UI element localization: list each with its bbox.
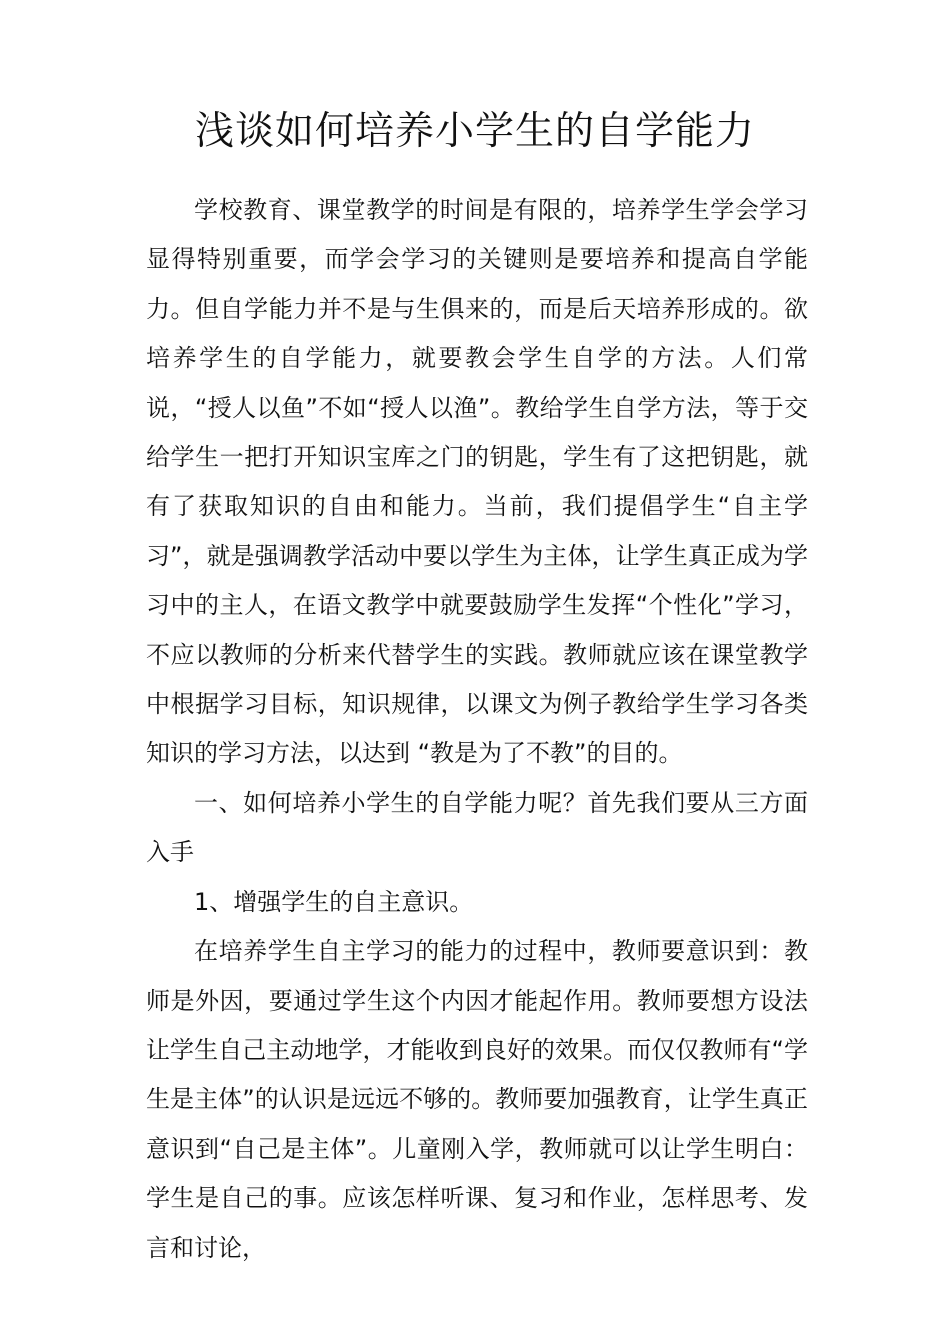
paragraph-subheading: 1、增强学生的自主意识。: [194, 887, 474, 916]
paragraph-body: 在培养学生自主学习的能力的过程中，教师要意识到：教师是外因，要通过学生这个内因才能起作用。教师要想方设法让学生自己主动地学，才能收到良好的效果。而仅仅教师有“学生是主体”的认识是远远不够的。教师要加强教育，让学生真正意识到“自己是主体”。儿童刚入学，教师就可以让学生明白：学生是自己的事。应该怎样听课、复习和作业，怎样思考、发言和讨论，: [146, 937, 808, 1262]
paragraph-intro: 学校教育、课堂教学的时间是有限的，培养学生学会学习显得特别重要，而学会学习的关键则是要培养和提高自学能力。但自学能力并不是与生俱来的，而是后天培养形成的。欲培养学生的自学能力，就要教会学生自学的方法。人们常说，“授人以鱼”不如“授人以渔”。教给学生自学方法，等于交给学生一把打开知识宝库之门的钥匙，学生有了这把钥匙，就有了获取知识的自由和能力。当前，我们提倡学生“自主学习”，就是强调教学活动中要以学生为主体，让学生真正成为学习中的主人，在语文教学中就要鼓励学生发挥“个性化”学习，不应以教师的分析来代替学生的实践。教师就应该在课堂教学中根据学习目标，知识规律，以课文为例子教给学生学习各类知识的学习方法，以达到 “教是为了不教”的目的。: [146, 196, 808, 768]
paragraph-section-heading: 一、如何培养小学生的自学能力呢？首先我们要从三方面入手: [146, 788, 808, 867]
document-title: 浅谈如何培养小学生的自学能力: [194, 109, 755, 154]
document-body: [146, 186, 808, 1273]
